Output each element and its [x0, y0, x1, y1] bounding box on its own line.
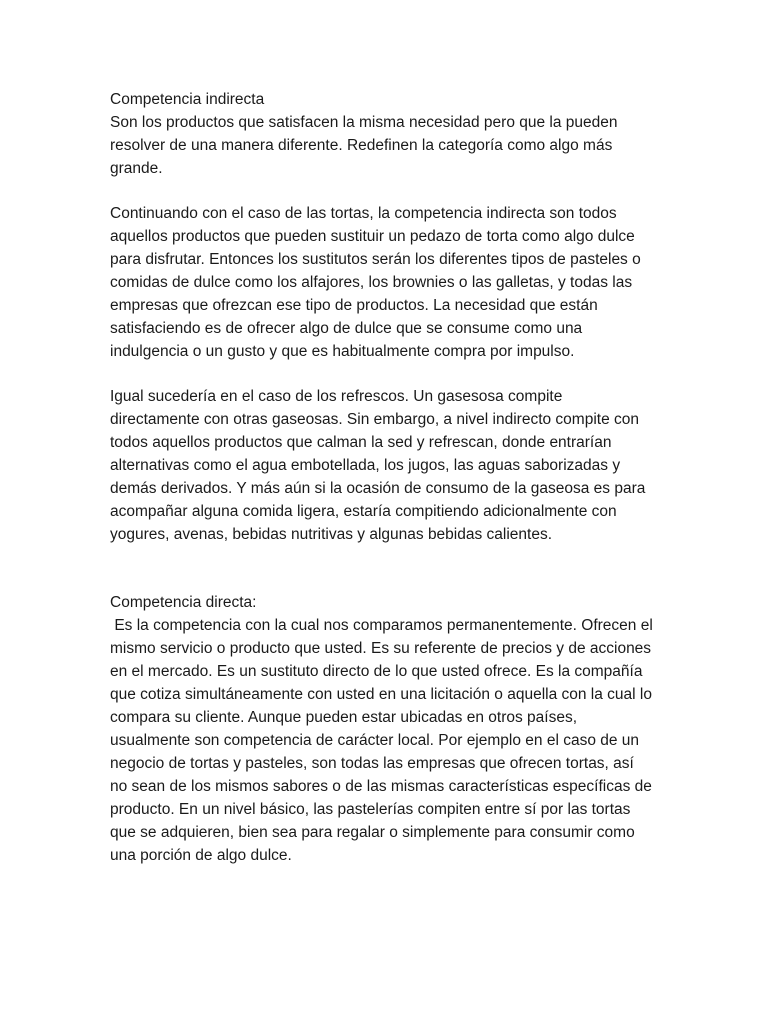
paragraph-indirect-definition: Son los productos que satisfacen la misma necesidad pero que la pueden resolver de una manera diferente. Redefinen la categoría como algo más grande.	[110, 114, 618, 177]
paragraph-direct-definition: Es la competencia con la cual nos comparamos permanentemente. Ofrecen el mismo servicio o producto que usted. Es su referente de precios y de acciones en el mercado. Es un sustituto directo de lo que usted ofrece. Es la compañía que cotiza simultáneamente con usted en una licitación o aquella con la cual lo compara su cliente. Aunque pueden estar ubicadas en otros países, usualmente son competencia de carácter local. Por ejemplo en el caso de un negocio de tortas y pasteles, son todas las empresas que ofrecen tortas, así no sean de los mismos sabores o de las mismas características específicas de producto. En un nivel básico, las pastelerías compiten entre sí por las tortas que se adquieren, bien sea para regalar o simplemente para consumir como una porción de algo dulce.	[110, 617, 658, 864]
paragraph-spacer	[110, 180, 655, 202]
section-heading-direct: Competencia directa:	[110, 594, 257, 611]
paragraph-indirect-refrescos-example: Igual sucedería en el caso de los refrescos. Un gasesosa compite directamente con otras gaseosas. Sin embargo, a nivel indirecto compite con todos aquellos productos que calman la sed y refrescan, donde entrarían alternativas como el agua embotellada, los jugos, las aguas saborizadas y demás derivados. Y más aún si la ocasión de consumo de la gaseosa es para acompañar alguna comida ligera, estaría compitiendo adicionalmente con yogures, avenas, bebidas nutritivas y algunas bebidas calientes.	[110, 388, 646, 543]
paragraph-spacer	[110, 363, 655, 385]
section-spacer	[110, 546, 655, 591]
paragraph-indirect-tortas-example: Continuando con el caso de las tortas, la competencia indirecta son todos aquellos productos que pueden sustituir un pedazo de torta como algo dulce para disfrutar. Entonces los sustitutos serán los diferentes tipos de pasteles o comidas de dulce como los alfajores, los brownies o las galletas, y todas las empresas que ofrezcan ese tipo de productos. La necesidad que están satisfaciendo es de ofrecer algo de dulce que se consume como una indulgencia o un gusto y que es habitualmente compra por impulso.	[110, 205, 641, 360]
document-page	[110, 88, 658, 867]
section-heading-indirect: Competencia indirecta	[110, 91, 265, 108]
